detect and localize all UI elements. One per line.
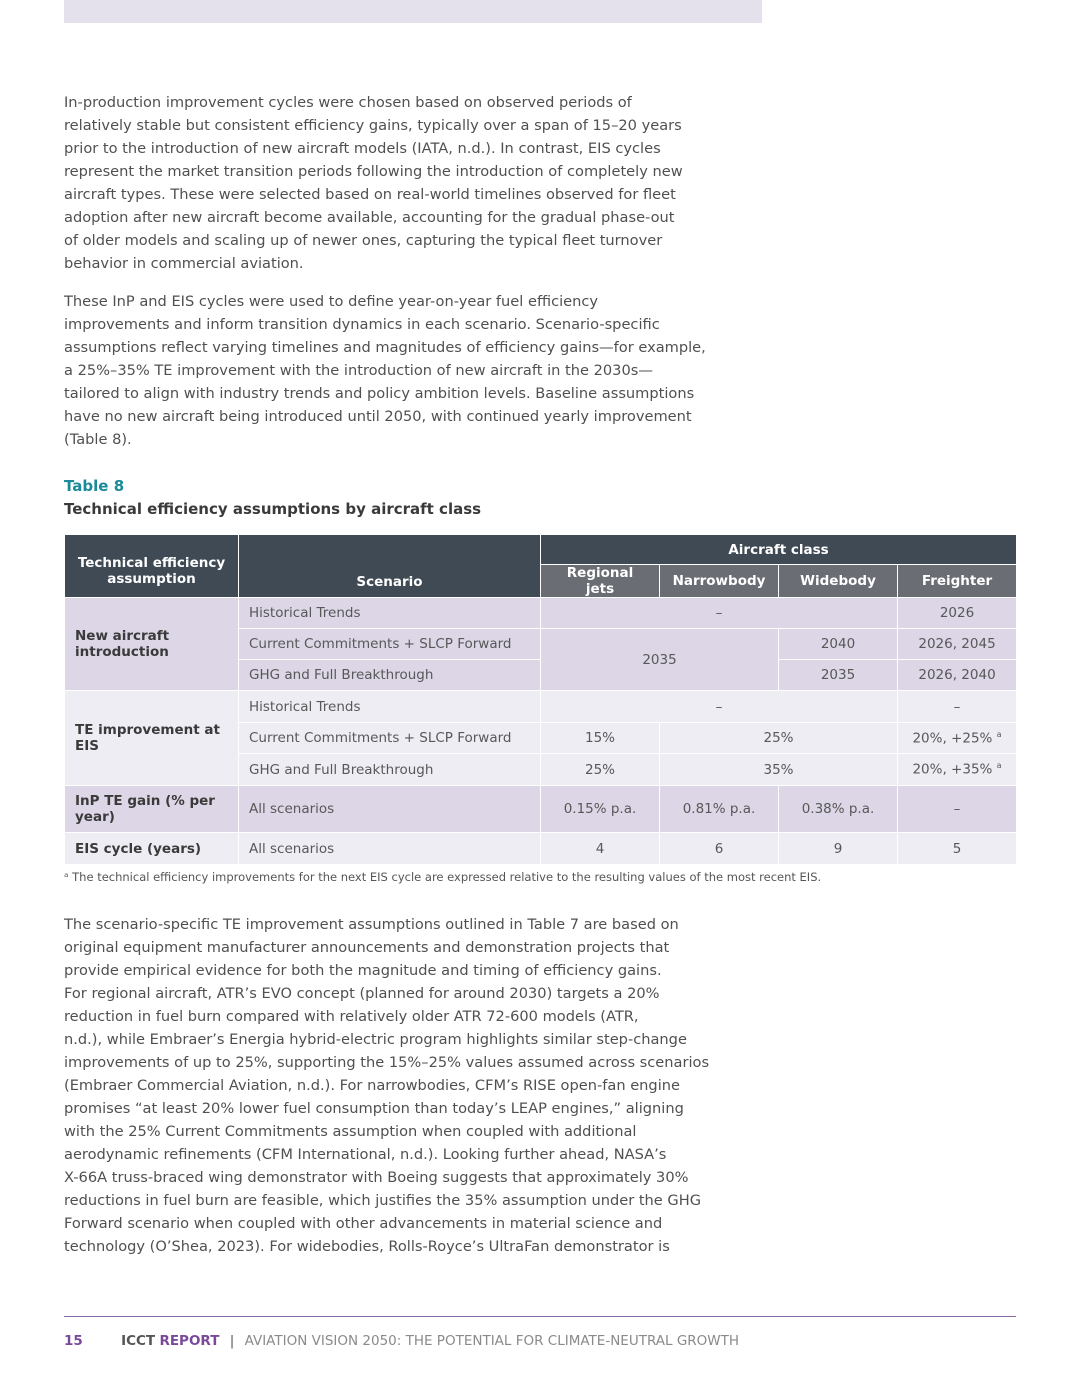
header-freighter: Freighter: [898, 565, 1017, 598]
paragraph-3: [64, 913, 784, 1258]
value-cell: –: [898, 691, 1017, 723]
text-line: aerodynamic refinements (CFM International, n.d.). Looking further ahead, NASA’s: [64, 1146, 667, 1163]
efficiency-table: [64, 534, 1017, 865]
text-line: improvements of up to 25%, supporting the 15%–25% values assumed across scenarios: [64, 1054, 710, 1071]
text-line: The scenario-specific TE improvement assumptions outlined in Table 7 are based on: [64, 916, 679, 933]
scenario-cell: All scenarios: [239, 833, 541, 865]
value-cell: 2026, 2045: [898, 629, 1017, 660]
page-number: 15: [64, 1333, 83, 1349]
value-cell: 5: [898, 833, 1017, 865]
text-line: a 25%–35% TE improvement with the introduction of new aircraft in the 2030s—: [64, 362, 653, 379]
text-line: aircraft types. These were selected based on real-world timelines observed for fleet: [64, 186, 676, 203]
value-cell: 9: [779, 833, 898, 865]
group-new-aircraft: New aircraft introduction: [65, 598, 239, 691]
scenario-cell: All scenarios: [239, 786, 541, 833]
text-line: In-production improvement cycles were chosen based on observed periods of: [64, 94, 632, 111]
top-shaded-box: [64, 0, 762, 23]
footer-divider: [64, 1316, 1016, 1317]
table-row: [65, 691, 1017, 723]
text-line: provide empirical evidence for both the magnitude and timing of efficiency gains.: [64, 962, 662, 979]
value-cell: 2026, 2040: [898, 660, 1017, 691]
footnote-mark: a: [996, 761, 1002, 771]
value-cell: 2035: [541, 629, 779, 691]
header-narrowbody: Narrowbody: [660, 565, 779, 598]
text-line: adoption after new aircraft become available, accounting for the gradual phase-out: [64, 209, 675, 226]
paragraph-2: [64, 290, 784, 451]
text-line: reduction in fuel burn compared with relatively older ATR 72-600 models (ATR,: [64, 1008, 639, 1025]
text-line: relatively stable but consistent efficiency gains, typically over a span of 15–20 years: [64, 117, 682, 134]
footnote-mark: a: [996, 729, 1002, 739]
value-cell: [898, 754, 1017, 786]
text-line: These InP and EIS cycles were used to define year-on-year fuel efficiency: [64, 293, 599, 310]
text-line: behavior in commercial aviation.: [64, 255, 304, 272]
value-cell: 2035: [779, 660, 898, 691]
text-line: have no new aircraft being introduced until 2050, with continued yearly improvement: [64, 408, 692, 425]
value-cell: 0.81% p.a.: [660, 786, 779, 833]
scenario-cell: GHG and Full Breakthrough: [239, 754, 541, 786]
value-cell: 6: [660, 833, 779, 865]
footer-report: REPORT: [159, 1333, 220, 1349]
scenario-cell: Current Commitments + SLCP Forward: [239, 723, 541, 754]
value-cell: 2040: [779, 629, 898, 660]
footer-separator: |: [229, 1333, 235, 1349]
value-cell: 2026: [898, 598, 1017, 629]
value-cell: 0.15% p.a.: [541, 786, 660, 833]
text-line: prior to the introduction of new aircraft models (IATA, n.d.). In contrast, EIS cycles: [64, 140, 661, 157]
value-cell: –: [898, 786, 1017, 833]
value-cell: 0.38% p.a.: [779, 786, 898, 833]
scenario-cell: Historical Trends: [239, 691, 541, 723]
text-line: represent the market transition periods following the introduction of completely new: [64, 163, 683, 180]
text-line: of older models and scaling up of newer ones, capturing the typical fleet turnover: [64, 232, 663, 249]
footer-title: AVIATION VISION 2050: THE POTENTIAL FOR CLIMATE-NEUTRAL GROWTH: [244, 1333, 740, 1349]
text-line: technology (O’Shea, 2023). For widebodies, Rolls-Royce’s UltraFan demonstrator is: [64, 1238, 670, 1255]
header-assumption: Technical efficiency assumption: [65, 535, 239, 598]
text-line: with the 25% Current Commitments assumption when coupled with additional: [64, 1123, 637, 1140]
value-cell: [898, 723, 1017, 754]
table-row: [65, 786, 1017, 833]
text-line: For regional aircraft, ATR’s EVO concept (planned for around 2030) targets a 20%: [64, 985, 660, 1002]
value-cell: –: [541, 598, 898, 629]
text-line: tailored to align with industry trends and policy ambition levels. Baseline assumptions: [64, 385, 695, 402]
value-cell: 25%: [660, 723, 898, 754]
table-row: [65, 833, 1017, 865]
page-footer: [64, 1333, 739, 1349]
header-aircraft-class: Aircraft class: [541, 535, 1017, 565]
value-cell: 35%: [660, 754, 898, 786]
table-title: Technical efficiency assumptions by aircraft class: [64, 500, 482, 518]
header-widebody: Widebody: [779, 565, 898, 598]
text-line: reductions in fuel burn are feasible, which justifies the 35% assumption under the GHG: [64, 1192, 702, 1209]
value-cell: 4: [541, 833, 660, 865]
text-line: n.d.), while Embraer’s Energia hybrid-electric program highlights similar step-change: [64, 1031, 687, 1048]
footer-icct: ICCT: [121, 1333, 156, 1349]
table-footnote: ᵃ The technical efficiency improvements for the next EIS cycle are expressed relative to the resulting values of the most recent EIS.: [64, 870, 822, 884]
scenario-cell: Historical Trends: [239, 598, 541, 629]
header-scenario: Scenario: [239, 535, 541, 598]
table-row: [65, 598, 1017, 629]
text-line: Forward scenario when coupled with other advancements in material science and: [64, 1215, 663, 1232]
scenario-cell: GHG and Full Breakthrough: [239, 660, 541, 691]
value-text: 20%, +35%: [912, 761, 993, 778]
text-line: X-66A truss-braced wing demonstrator with Boeing suggests that approximately 30%: [64, 1169, 689, 1186]
text-line: (Embraer Commercial Aviation, n.d.). For narrowbodies, CFM’s RISE open-fan engine: [64, 1077, 680, 1094]
value-cell: 15%: [541, 723, 660, 754]
text-line: original equipment manufacturer announcements and demonstration projects that: [64, 939, 670, 956]
text-line: promises “at least 20% lower fuel consumption than today’s LEAP engines,” aligning: [64, 1100, 684, 1117]
text-line: (Table 8).: [64, 431, 132, 448]
text-line: improvements and inform transition dynamics in each scenario. Scenario-specific: [64, 316, 660, 333]
scenario-cell: Current Commitments + SLCP Forward: [239, 629, 541, 660]
value-cell: 25%: [541, 754, 660, 786]
group-inp: InP TE gain (% per year): [65, 786, 239, 833]
group-te-eis: TE improvement at EIS: [65, 691, 239, 786]
group-eis-cycle: EIS cycle (years): [65, 833, 239, 865]
value-text: 20%, +25%: [912, 730, 993, 747]
value-cell: –: [541, 691, 898, 723]
paragraph-1: [64, 91, 784, 275]
header-regional-jets: Regional jets: [541, 565, 660, 598]
table-label: Table 8: [64, 477, 125, 495]
text-line: assumptions reflect varying timelines and magnitudes of efficiency gains—for example,: [64, 339, 706, 356]
